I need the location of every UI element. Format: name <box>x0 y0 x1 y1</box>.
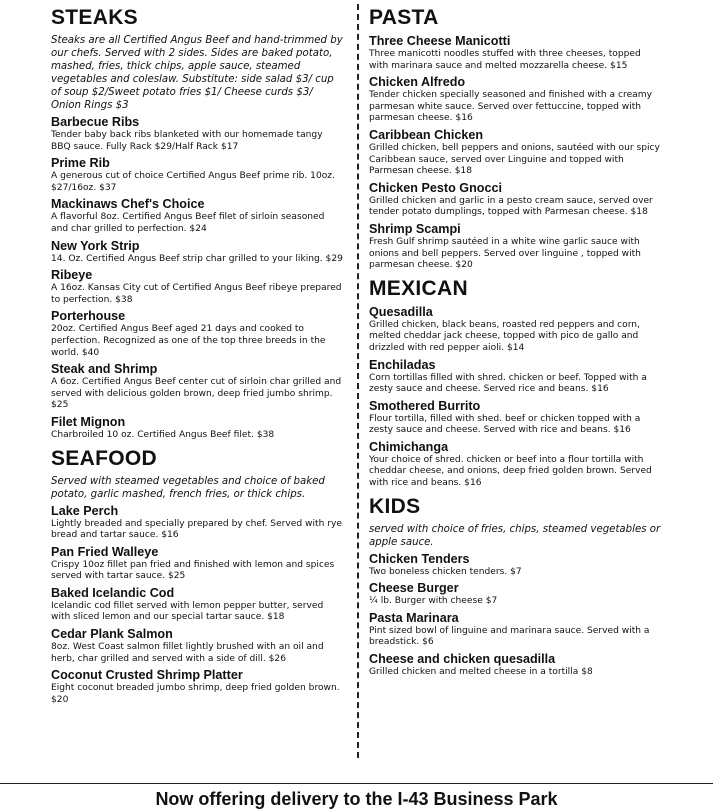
menu-item-description: Fresh Gulf shrimp sautéed in a white wine garlic sauce with onions and bell peppers. Served over linguine , topped with parmesan cheese. $20 <box>369 236 641 271</box>
menu-item-description: Tender chicken specially seasoned and finished with a creamy parmesan white sauce. Served over fettuccine, topped with parmesan cheese. $16 <box>369 90 652 124</box>
kids-intro: served with choice of fries, chips, steamed vegetables or apple sauce. <box>369 523 661 548</box>
menu-item-description: Three manicotti noodles stuffed with three cheeses, topped with marinara sauce and melted mozzarella cheese. $15 <box>369 49 641 71</box>
menu-item-name: Pan Fried Walleye <box>51 544 159 559</box>
menu-item-description: 8oz. West Coast salmon fillet lightly brushed with an oil and herb, char grilled and served with a side of dill. $26 <box>51 642 324 664</box>
menu-item-name: Steak and Shrimp <box>51 362 158 377</box>
menu-item <box>51 362 343 412</box>
seafood-intro: Served with steamed vegetables and choice of baked potato, garlic mashed, french fries, or thick chips. <box>51 475 325 500</box>
menu-item-description: Two boneless chicken tenders. $7 <box>369 566 522 577</box>
section-title-pasta: PASTA <box>369 6 439 29</box>
menu-item <box>51 504 343 542</box>
menu-item-name: Barbecue Ribs <box>51 115 140 129</box>
menu-item <box>51 668 343 706</box>
menu-item-name: Chicken Alfredo <box>369 75 466 90</box>
menu-item-description: Pint sized bowl of linguine and marinara sauce. Served with a breadstick. $6 <box>369 625 650 648</box>
menu-item <box>369 581 661 608</box>
steaks-intro: Steaks are all Certified Angus Beef and hand-trimmed by our chefs. Served with 2 sides. Sides are baked potato, mashed, fries, thick chips, apple sauce, steamed vegetables and coleslaw. Substitute: side salad $3/ cup of soup $2/Sweet potato fries $1/ Cheese curds $3/ Onion Rings $3 <box>51 35 343 111</box>
menu-item-name: Porterhouse <box>51 309 126 324</box>
menu-item-name: Cheese Burger <box>369 581 459 596</box>
menu-item-name: Cheese and chicken quesadilla <box>369 652 556 667</box>
menu-item-description: Grilled chicken and garlic in a pesto cream sauce, served over tender potato dumplings, topped with Parmesan cheese. $18 <box>369 195 653 218</box>
menu-item-name: Filet Mignon <box>51 414 126 429</box>
menu-item <box>51 627 343 665</box>
section-title-mexican: MEXICAN <box>369 276 468 300</box>
menu-item-description: A 6oz. Certified Angus Beef center cut of sirloin char grilled and served with delicious golden brown, deep fried jumbo shrimp. $25 <box>51 377 342 411</box>
menu-item-name: Smothered Burrito <box>369 398 481 413</box>
menu-item-name: Pasta Marinara <box>369 610 459 625</box>
menu-item <box>369 128 661 178</box>
menu-item-description: Grilled chicken, bell peppers and onions, sautéed with our spicy Caribbean sauce, served over Linguine and topped with Parmesan cheese. $18 <box>369 142 660 177</box>
menu-item <box>51 115 343 153</box>
menu-item-description: Lightly breaded and specially prepared by chef. Served with rye bread and tartar sauce. $16 <box>51 518 342 541</box>
right-column <box>369 6 661 682</box>
menu-item <box>51 197 343 235</box>
steaks-items <box>51 115 343 442</box>
menu-item-description: Crispy 10oz fillet pan fried and finished with lemon and spices served with tartar sauce. $25 <box>51 559 335 582</box>
menu-item <box>51 415 343 442</box>
menu-item-description: Your choice of shred. chicken or beef into a flour tortilla with cheddar cheese, and onions, deep fried golden brown. Served with rice and beans. $16 <box>369 454 652 489</box>
menu-item-description: ¼ lb. Burger with cheese $7 <box>369 596 498 607</box>
mexican-items <box>369 305 661 490</box>
menu-item-description: Flour tortilla, filled with shed. beef or chicken topped with a zesty sauce and cheese. Served with rice and beans. $16 <box>369 413 641 436</box>
menu-item-description: 14. Oz. Certified Angus Beef strip char grilled to your liking. $29 <box>51 253 343 264</box>
steaks-section <box>51 6 343 442</box>
menu-item <box>369 440 661 490</box>
menu-item <box>369 305 661 355</box>
menu-item-name: Enchiladas <box>369 357 436 372</box>
section-title-seafood: SEAFOOD <box>51 446 157 470</box>
menu-item-name: Cedar Plank Salmon <box>51 627 173 642</box>
menu-item <box>369 652 661 679</box>
menu-item <box>369 34 661 72</box>
menu-item-description: Eight coconut breaded jumbo shrimp, deep fried golden brown. $20 <box>51 683 340 705</box>
mexican-section <box>369 277 661 490</box>
menu-item-description: A flavorful 8oz. Certified Angus Beef filet of sirloin seasoned and char grilled to perfection. $24 <box>51 212 325 234</box>
pasta-items <box>369 34 661 272</box>
menu-item-description: Corn tortillas filled with shred. chicken or beef. Topped with a zesty sauce and cheese. Served rice and beans. $16 <box>369 372 647 395</box>
menu-item-description: Charbroiled 10 oz. Certified Angus Beef filet. $38 <box>51 429 275 440</box>
footer-rule <box>0 783 713 784</box>
menu-item-name: Lake Perch <box>51 503 119 518</box>
seafood-section <box>51 447 343 707</box>
section-title-kids: KIDS <box>369 494 421 518</box>
menu-item-name: Coconut Crusted Shrimp Platter <box>51 668 243 683</box>
menu-item <box>51 268 343 306</box>
kids-section <box>369 495 661 679</box>
menu-item-name: Baked Icelandic Cod <box>51 585 175 600</box>
menu-item <box>369 399 661 437</box>
footer-banner: Now offering delivery to the I-43 Business Park <box>155 789 558 809</box>
menu-item-name: Mackinaws Chef's Choice <box>51 197 205 212</box>
menu-item-name: Chimichanga <box>369 439 449 454</box>
left-column <box>51 6 343 709</box>
seafood-items <box>51 504 343 707</box>
menu-item-description: Tender baby back ribs blanketed with our homemade tangy BBQ sauce. Fully Rack $29/Half Rack $17 <box>51 130 323 152</box>
menu-item-description: 20oz. Certified Angus Beef aged 21 days and cooked to perfection. Recognized as one of the top three breeds in the world. $40 <box>51 324 326 358</box>
menu-item <box>51 309 343 359</box>
menu-item-name: Shrimp Scampi <box>369 221 461 236</box>
menu-item <box>51 586 343 624</box>
menu-item <box>51 545 343 583</box>
menu-item-name: Prime Rib <box>51 156 110 171</box>
column-divider <box>357 4 359 758</box>
menu-item-name: Chicken Tenders <box>369 551 470 566</box>
menu-item-description: A generous cut of choice Certified Angus Beef prime rib. 10oz. $27/16oz. $37 <box>51 171 335 193</box>
menu-item <box>369 222 661 272</box>
section-title-steaks: STEAKS <box>51 6 138 29</box>
menu-item <box>369 181 661 219</box>
menu-item-description: Icelandic cod fillet served with lemon pepper butter, served with sliced lemon and our special tartar sauce. $18 <box>51 600 324 623</box>
menu-item-name: Caribbean Chicken <box>369 127 484 142</box>
menu-item-name: Chicken Pesto Gnocci <box>369 180 502 195</box>
menu-item-description: Grilled chicken and melted cheese in a tortilla $8 <box>369 667 593 678</box>
menu-item-name: Quesadilla <box>369 304 433 319</box>
menu-item-description: Grilled chicken, black beans, roasted red peppers and corn, melted cheddar jack cheese, topped with pico de gallo and drizzled with red pepper aioli. $14 <box>369 319 640 353</box>
pasta-section <box>369 6 661 272</box>
menu-item-description: A 16oz. Kansas City cut of Certified Angus Beef ribeye prepared to perfection. $38 <box>51 283 342 305</box>
menu-item <box>51 239 343 266</box>
menu-item-name: Ribeye <box>51 268 93 283</box>
menu-item <box>369 358 661 396</box>
menu-item <box>369 611 661 649</box>
kids-items <box>369 552 661 679</box>
menu-item-name: Three Cheese Manicotti <box>369 34 511 48</box>
menu-item <box>51 156 343 194</box>
menu-item <box>369 75 661 125</box>
menu-item <box>369 552 661 579</box>
menu-item-name: New York Strip <box>51 238 140 253</box>
